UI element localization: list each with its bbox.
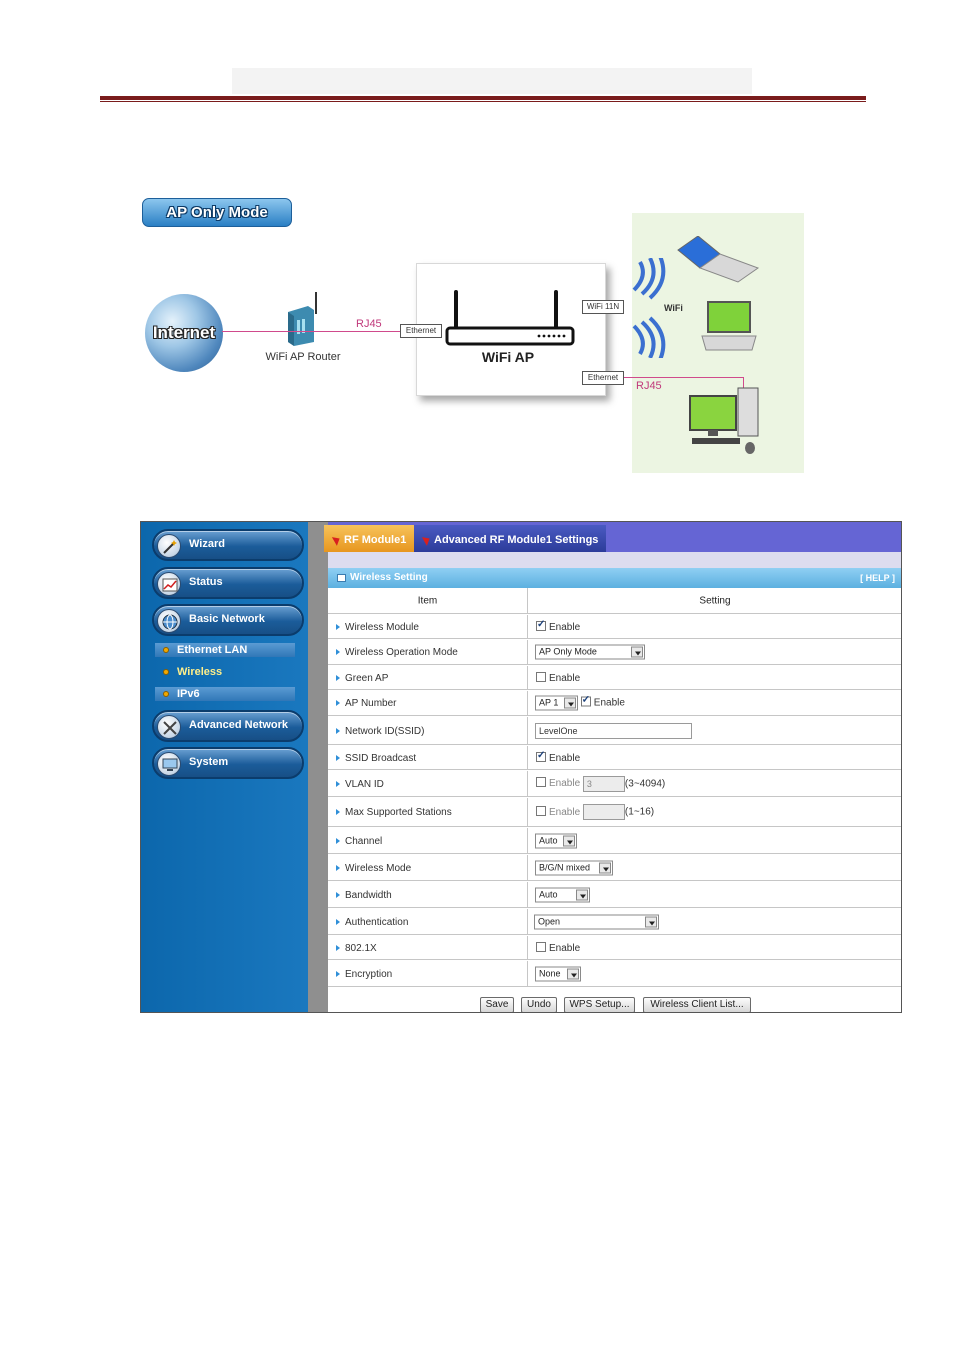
row-arrow-icon <box>336 809 340 815</box>
nav-status-label: Status <box>189 576 223 588</box>
row-label: Green AP <box>345 672 389 684</box>
row-label: Wireless Mode <box>345 862 412 874</box>
table-row <box>328 746 901 770</box>
table-row <box>328 909 901 935</box>
table-row <box>328 640 901 665</box>
row-label: Network ID(SSID) <box>345 725 425 737</box>
row-arrow-icon <box>336 700 340 706</box>
nav-basic-network-label: Basic Network <box>189 613 265 625</box>
help-link[interactable]: [ HELP ] <box>860 573 895 583</box>
tab-subbar <box>328 552 901 568</box>
nav-advanced-network-label: Advanced Network <box>189 719 289 731</box>
tab-advanced-rf-settings[interactable] <box>414 525 606 552</box>
router-ui-panel <box>140 521 902 1013</box>
ap-label: WiFi AP <box>481 349 535 365</box>
ap-number-select[interactable] <box>535 696 578 711</box>
select-value: AP Only Mode <box>539 646 597 657</box>
connection-line <box>222 331 400 332</box>
nav-system-label: System <box>189 756 229 768</box>
tab-arrow-icon <box>332 534 342 546</box>
row-label: Encryption <box>345 968 393 980</box>
main-content <box>328 522 901 1012</box>
wifi-router-icon <box>284 292 320 346</box>
table-row <box>328 936 901 960</box>
undo-button[interactable]: Undo <box>521 997 557 1013</box>
rj45-label-right: RJ45 <box>636 380 662 392</box>
monitor-icon <box>157 752 181 776</box>
subnav-ethernet-lan-label: Ethernet LAN <box>177 644 248 656</box>
checkbox-icon <box>536 777 546 787</box>
chevron-down-icon <box>563 835 575 846</box>
sidebar <box>141 522 308 1012</box>
select-value: Auto <box>539 889 558 899</box>
row-label: Bandwidth <box>345 889 392 901</box>
subnav-ipv6-label: IPv6 <box>177 688 200 700</box>
tab-arrow-icon <box>422 534 432 546</box>
save-button[interactable]: Save <box>480 997 514 1013</box>
nav-basic-network[interactable] <box>152 604 304 636</box>
row-arrow-icon <box>336 971 340 977</box>
row-arrow-icon <box>336 892 340 898</box>
bullet-icon <box>163 669 169 675</box>
internet-label: Internet <box>152 323 216 342</box>
enable-label: Enable <box>593 697 625 709</box>
wps-setup-button[interactable]: WPS Setup... <box>564 997 635 1013</box>
table-row <box>328 615 901 639</box>
vlan-enable-toggle[interactable] <box>536 778 580 789</box>
bandwidth-select[interactable] <box>535 887 590 902</box>
row-label: AP Number <box>345 698 397 710</box>
table-row <box>328 855 901 881</box>
chevron-down-icon <box>631 647 643 658</box>
sidebar-gutter <box>308 522 328 1012</box>
action-buttons <box>328 988 901 1013</box>
nav-wizard[interactable] <box>152 529 304 561</box>
row-arrow-icon <box>336 649 340 655</box>
row-label: Wireless Operation Mode <box>345 647 458 659</box>
row-label: Max Supported Stations <box>345 807 452 819</box>
tab-rf-module1[interactable] <box>324 525 414 552</box>
checkbox-checked-icon <box>536 752 546 762</box>
wand-icon <box>157 534 181 558</box>
rj45-label-left: RJ45 <box>356 318 382 330</box>
table-title: Wireless Setting <box>350 572 428 583</box>
select-value: B/G/N mixed <box>539 862 591 872</box>
channel-select[interactable] <box>535 833 577 848</box>
max-stations-range-hint: (1~16) <box>624 806 655 818</box>
table-row <box>328 691 901 716</box>
enable-label: Enable <box>549 778 581 790</box>
wireless-module-toggle[interactable] <box>536 621 580 633</box>
enable-label: Enable <box>549 752 581 764</box>
row-label: VLAN ID <box>345 778 384 790</box>
page-header-band <box>232 68 752 94</box>
tab-bar <box>328 522 901 552</box>
select-value: None <box>539 968 561 978</box>
chevron-down-icon <box>599 862 611 873</box>
vlan-range-hint: (3~4094) <box>624 778 666 790</box>
operation-mode-select[interactable] <box>535 645 645 660</box>
chevron-down-icon <box>567 968 579 979</box>
nav-status[interactable] <box>152 567 304 599</box>
select-value: AP 1 <box>539 697 559 708</box>
table-row <box>328 717 901 745</box>
table-row <box>328 961 901 987</box>
vlan-id-input[interactable]: 3 <box>583 776 625 792</box>
col-setting-header: Setting <box>699 595 731 606</box>
table-row <box>328 771 901 797</box>
table-row <box>328 828 901 854</box>
encryption-select[interactable] <box>535 966 581 981</box>
tab-advanced-rf-settings-label: Advanced RF Module1 Settings <box>434 534 599 546</box>
table-row <box>328 666 901 690</box>
col-item-header: Item <box>417 595 438 606</box>
checkbox-checked-icon <box>581 697 591 707</box>
router-label: WiFi AP Router <box>265 351 341 363</box>
checkbox-icon <box>536 672 546 682</box>
row-arrow-icon <box>336 624 340 630</box>
globe-icon <box>157 609 181 633</box>
authentication-select[interactable] <box>534 914 659 929</box>
row-arrow-icon <box>336 728 340 734</box>
row-label: 802.1X <box>345 942 377 954</box>
wifi-ap-icon <box>440 288 580 350</box>
enable-label: Enable <box>549 621 581 633</box>
checkbox-icon <box>536 942 546 952</box>
row-arrow-icon <box>336 919 340 925</box>
wifi-label: WiFi <box>664 303 683 313</box>
row-label: Authentication <box>345 916 409 928</box>
tab-rf-module1-label: RF Module1 <box>344 534 407 546</box>
green-ap-toggle[interactable] <box>536 672 580 684</box>
header-rule-thin <box>100 101 866 102</box>
laptop-icon <box>676 236 760 284</box>
row-arrow-icon <box>336 838 340 844</box>
row-arrow-icon <box>336 945 340 951</box>
nav-advanced-network[interactable] <box>152 710 304 742</box>
mode-badge: AP Only Mode <box>142 198 292 227</box>
row-arrow-icon <box>336 781 340 787</box>
row-arrow-icon <box>336 865 340 871</box>
dot1x-toggle[interactable] <box>536 942 580 954</box>
nav-wizard-label: Wizard <box>189 538 225 550</box>
select-value: Open <box>538 916 561 926</box>
checkbox-checked-icon <box>536 621 546 631</box>
max-stations-enable-toggle[interactable] <box>536 807 580 818</box>
header-rule <box>100 96 866 100</box>
ethernet-in-label: Ethernet <box>400 324 442 338</box>
row-arrow-icon <box>336 755 340 761</box>
wifi-port-label: WiFi 11N <box>582 300 624 314</box>
subnav-ethernet-lan[interactable] <box>155 643 295 657</box>
select-value: Auto <box>539 835 558 845</box>
laptop-icon-2 <box>700 300 758 352</box>
table-row <box>328 882 901 908</box>
row-label: Wireless Module <box>345 621 419 633</box>
subnav-ipv6[interactable] <box>155 687 295 701</box>
connection-line-out <box>624 377 744 378</box>
row-label: SSID Broadcast <box>345 752 417 764</box>
enable-label: Enable <box>549 942 581 954</box>
enable-label: Enable <box>549 806 581 818</box>
wireless-mode-select[interactable] <box>535 860 613 875</box>
ap-enable-toggle[interactable] <box>581 698 625 709</box>
ssid-input[interactable]: LevelOne <box>535 723 692 739</box>
subnav-wireless-label: Wireless <box>177 666 223 678</box>
chevron-down-icon <box>576 889 588 900</box>
subnav-wireless[interactable] <box>155 665 295 679</box>
max-stations-input[interactable] <box>583 804 625 820</box>
row-label: Channel <box>345 835 383 847</box>
bullet-icon <box>163 691 169 697</box>
nav-system[interactable] <box>152 747 304 779</box>
desktop-pc-icon <box>688 384 768 456</box>
checkbox-icon <box>536 806 546 816</box>
ssid-broadcast-toggle[interactable] <box>536 752 580 764</box>
settings-window-icon <box>337 574 346 582</box>
table-header-row <box>328 588 901 614</box>
tools-icon <box>157 715 181 739</box>
ethernet-out-label: Ethernet <box>582 371 624 385</box>
chevron-down-icon <box>645 916 657 927</box>
chart-icon <box>157 572 181 596</box>
enable-label: Enable <box>549 672 581 684</box>
row-arrow-icon <box>336 675 340 681</box>
table-title-bar <box>328 568 901 588</box>
table-row <box>328 798 901 827</box>
wireless-client-list-button[interactable]: Wireless Client List... <box>643 997 751 1013</box>
chevron-down-icon <box>564 698 576 709</box>
bullet-icon <box>163 647 169 653</box>
